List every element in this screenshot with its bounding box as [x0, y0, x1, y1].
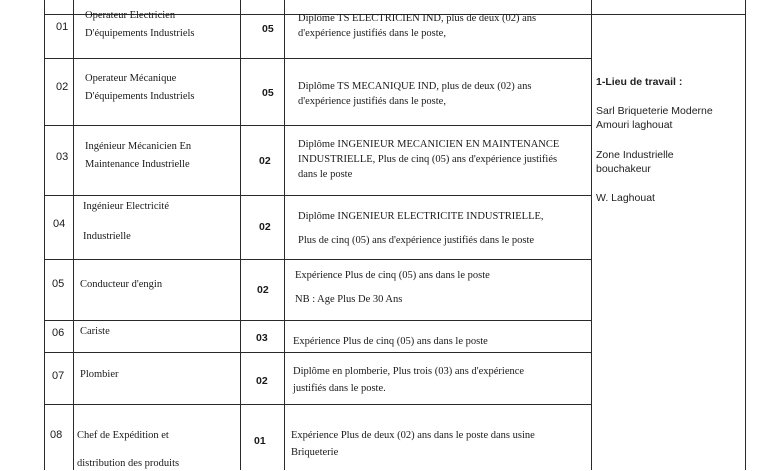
requirements — [298, 209, 544, 248]
requirement-line: Plus de cinq (05) ans d'expérience justifiés dans le poste — [298, 235, 535, 247]
requirement-line: Expérience Plus de cinq (05) ans dans le poste — [293, 336, 488, 347]
job-title-line: Industrielle — [83, 231, 131, 243]
column-divider-requirements — [591, 0, 592, 470]
quantity: 01 — [254, 435, 266, 447]
job-title-line: Plombier — [80, 369, 119, 380]
requirements — [293, 364, 524, 396]
row-number: 08 — [50, 429, 63, 441]
table-border-right — [745, 0, 746, 470]
industrial-zone: bouchakeur — [596, 162, 651, 175]
row-number: 06 — [52, 327, 65, 339]
job-title-line: D'équipements Industriels — [85, 91, 195, 103]
work-location-title: 1-Lieu de travail : — [596, 76, 683, 88]
requirement-line: Expérience Plus de deux (02) ans dans le poste dans usine — [291, 430, 535, 441]
quantity: 05 — [262, 23, 274, 35]
row-number: 07 — [52, 370, 65, 382]
row-number: 05 — [52, 278, 65, 290]
requirement-line: Briqueterie — [291, 447, 339, 459]
row-number: 01 — [56, 21, 69, 33]
job-title-line: Maintenance Industrielle — [85, 159, 190, 171]
requirement-line: d'expérience justifiés dans le poste, — [298, 28, 446, 40]
requirements — [295, 268, 490, 307]
job-title — [77, 428, 179, 471]
quantity: 02 — [256, 375, 268, 387]
company-name: Sarl Briqueterie Moderne — [596, 105, 713, 118]
requirements — [298, 79, 531, 109]
requirement-line: Diplôme TS ELECTRICIEN IND, plus de deux (02) ans — [298, 13, 537, 24]
requirement-line: Diplôme TS MECANIQUE IND, plus de deux (02) ans — [298, 81, 532, 92]
job-title-line: Operateur Electricien — [85, 10, 176, 21]
row-number: 04 — [53, 218, 66, 230]
job-title — [85, 139, 191, 172]
industrial-zone: Zone Industrielle — [596, 148, 674, 161]
quantity: 02 — [257, 284, 269, 296]
job-title-line: distribution des produits — [77, 458, 180, 470]
job-title-line: Cariste — [80, 326, 110, 337]
requirement-line: Diplôme INGENIEUR MECANICIEN EN MAINTENANCE — [298, 139, 560, 150]
job-title-line: Ingénieur Electricité — [83, 201, 169, 212]
requirement-line: d'expérience justifiés dans le poste, — [298, 96, 446, 108]
row-divider — [44, 125, 592, 126]
job-title — [85, 8, 195, 41]
row-divider — [44, 195, 592, 196]
quantity: 05 — [262, 87, 274, 99]
row-divider — [44, 352, 592, 353]
job-title-line: D'équipements Industriels — [85, 28, 195, 40]
job-title — [80, 324, 110, 339]
job-title-line: Ingénieur Mécanicien En — [85, 141, 192, 152]
requirement-line: NB : Age Plus De 30 Ans — [295, 294, 403, 306]
requirements — [298, 11, 536, 41]
requirement-line: justifiés dans le poste. — [293, 383, 386, 395]
requirement-line: dans le poste — [298, 169, 353, 181]
table-border-left — [44, 0, 45, 470]
job-title — [80, 367, 119, 382]
requirements — [291, 428, 535, 460]
quantity: 03 — [256, 332, 268, 344]
quantity: 02 — [259, 155, 271, 167]
column-divider-number — [73, 0, 74, 470]
row-number: 03 — [56, 151, 69, 163]
company-name: Amouri laghouat — [596, 119, 673, 132]
row-divider — [44, 404, 592, 405]
requirements — [293, 334, 488, 349]
job-title-line: Operateur Mécanique — [85, 73, 177, 84]
wilaya: W. Laghouat — [596, 191, 655, 204]
requirement-line: INDUSTRIELLE, Plus de cinq (05) ans d'expérience justifiés — [298, 154, 558, 166]
requirement-line: Expérience Plus de cinq (05) ans dans le poste — [295, 270, 490, 281]
requirement-line: Diplôme INGENIEUR ELECTRICITE INDUSTRIELLE, — [298, 211, 544, 222]
row-divider — [44, 320, 592, 321]
column-divider-job — [240, 0, 241, 470]
quantity: 02 — [259, 221, 271, 233]
work-location — [596, 75, 713, 205]
row-number: 02 — [56, 81, 69, 93]
column-divider-quantity — [284, 0, 285, 470]
job-title — [80, 277, 162, 292]
row-divider — [44, 58, 592, 59]
requirements — [298, 137, 559, 183]
requirement-line: Diplôme en plomberie, Plus trois (03) ans d'expérience — [293, 366, 525, 377]
job-title — [83, 199, 169, 244]
job-title-line: Conducteur d'engin — [80, 279, 163, 290]
row-divider — [44, 259, 592, 260]
job-title — [85, 71, 195, 104]
job-title-line: Chef de Expédition et — [77, 430, 169, 441]
